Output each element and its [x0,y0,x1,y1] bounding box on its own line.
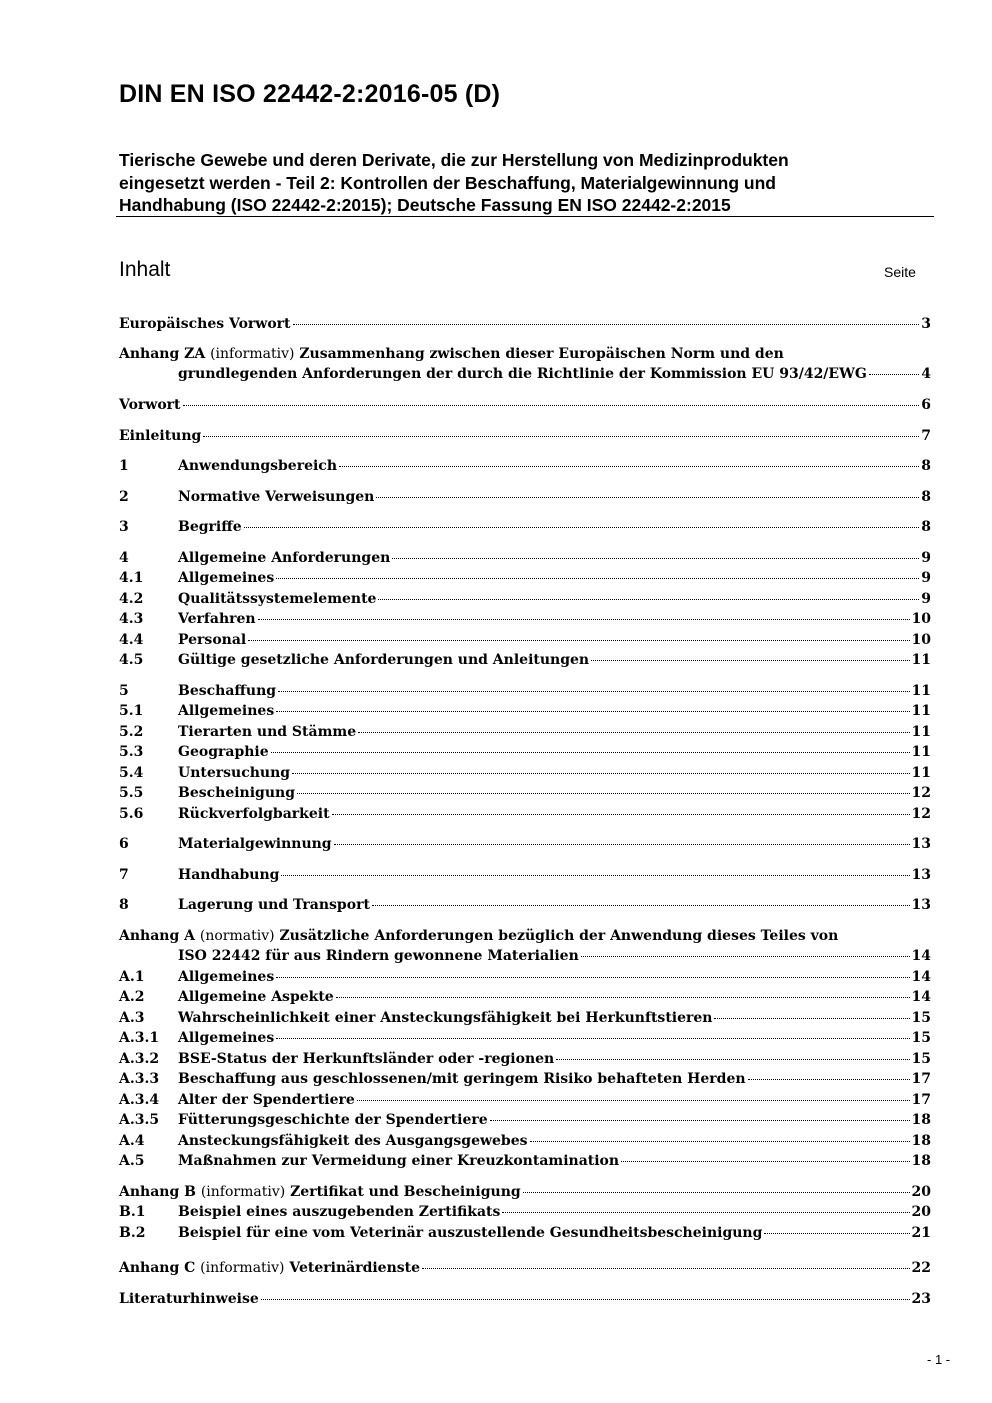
toc-entry-page: 17 [911,1071,931,1087]
toc-entry-number: A.3.3 [119,1071,160,1087]
toc-entry-number: 1 [119,458,129,474]
toc-entry-page: 11 [911,652,931,668]
toc-entry-title: Beispiel eines auszugebenden Zertifikats [178,1204,501,1220]
toc-entry[interactable] [119,834,931,854]
toc-entry-number: A.3.5 [119,1112,160,1128]
toc-entry[interactable] [119,1028,931,1048]
annex-type: (normativ) [199,928,275,944]
dot-leader [714,1018,909,1019]
toc-entry-title: Europäisches Vorwort [119,316,291,332]
toc-page-column-label: Seite [884,264,916,280]
dot-leader [276,977,909,978]
toc-entry-title: Untersuchung [178,765,291,781]
toc-entry[interactable] [119,946,931,966]
dot-leader [261,1299,910,1300]
toc-entry-title: Wahrscheinlichkeit einer Ansteckungsfähigkeit bei Herkunftstieren [178,1010,713,1026]
toc-entry[interactable] [119,1182,931,1202]
toc-entry[interactable] [119,742,931,762]
dot-leader [502,1212,909,1213]
toc-entry-number: 4.5 [119,652,144,668]
toc-entry[interactable] [119,548,931,568]
toc-entry-page: 10 [911,611,931,627]
toc-entry[interactable] [119,865,931,885]
toc-entry-title: Alter der Spendertiere [178,1092,355,1108]
toc-entry-number: 5.4 [119,765,144,781]
toc-entry-page: 18 [911,1133,931,1149]
dot-leader [258,619,910,620]
toc-entry-number: 5.6 [119,806,144,822]
toc-entry-title: Vorwort [119,397,181,413]
toc-entry-number: 5.2 [119,724,144,740]
annex-title: Zusammenhang zwischen dieser Europäischen Norm und den [299,346,784,362]
toc-entry-page: 9 [921,550,931,566]
toc-entry-title: grundlegenden Anforderungen der durch die Richtlinie der Kommission EU 93/42/EWG [178,366,867,382]
toc-entry-number: A.1 [119,969,145,985]
dot-leader [334,844,910,845]
toc-entry[interactable] [119,895,931,915]
dot-leader [530,1141,910,1142]
toc-entry-page: 14 [911,969,931,985]
page-number: - 1 - [927,1352,951,1367]
toc-entry-title: Materialgewinnung [178,836,332,852]
toc-entry-number: 3 [119,519,129,535]
toc-entry-number: 4.1 [119,570,144,586]
dot-leader [297,793,910,794]
dot-leader [748,1079,910,1080]
toc-entry[interactable] [119,1202,931,1222]
dot-leader [392,558,919,559]
toc-entry-title: ISO 22442 für aus Rindern gewonnene Materialien [178,948,579,964]
toc-entry-page: 22 [911,1260,931,1276]
toc-entry-number: A.4 [119,1133,145,1149]
toc-entry-page: 11 [911,765,931,781]
toc-entry-number: A.3.2 [119,1051,160,1067]
toc-entry-page: 8 [921,458,931,474]
toc-entry-page: 8 [921,519,931,535]
toc-entry[interactable] [119,1289,931,1309]
dot-leader [376,497,919,498]
toc-heading: Inhalt [119,258,171,281]
toc-entry[interactable] [119,314,931,334]
toc-entry[interactable] [119,426,931,446]
dot-leader [523,1192,910,1193]
toc-entry-title: Maßnahmen zur Vermeidung einer Kreuzkontamination [178,1153,620,1169]
dot-leader [581,956,910,957]
dot-leader [248,640,909,641]
toc-entry-page: 14 [911,989,931,1005]
toc-entry-page: 14 [911,948,931,964]
toc-entry-title: Fütterungsgeschichte der Spendertiere [178,1112,488,1128]
dot-leader [764,1233,909,1234]
toc-entry-page: 12 [911,806,931,822]
toc-entry-number: A.3.4 [119,1092,160,1108]
toc-entry-number: 5 [119,683,129,699]
toc-entry-title: Anhang B (informativ) Zertifikat und Bescheinigung [119,1184,521,1200]
toc-entry-title: Qualitätssystemelemente [178,591,377,607]
toc-entry-page: 21 [911,1225,931,1241]
toc-entry-title: Anwendungsbereich [178,458,337,474]
toc-entry-page: 11 [911,724,931,740]
toc-entry-title: Lagerung und Transport [178,897,370,913]
toc-entry-number: 5.1 [119,703,144,719]
toc-entry-title: Begriffe [178,519,242,535]
toc-entry[interactable] [119,487,931,507]
subtitle-line: Tierische Gewebe und deren Derivate, die zur Herstellung von Medizinprodukten [119,150,789,170]
toc-entry[interactable] [119,701,931,721]
toc-entry-page: 17 [911,1092,931,1108]
toc-entry-title: Bescheinigung [178,785,295,801]
toc-entry[interactable] [119,1008,931,1028]
toc-entry-number: 2 [119,489,129,505]
toc-entry-page: 3 [921,316,931,332]
dot-leader [278,691,909,692]
toc-entry[interactable] [119,364,931,384]
dot-leader [621,1161,909,1162]
toc-entry-title: Rückverfolgbarkeit [178,806,330,822]
toc-entry[interactable] [119,1090,931,1110]
toc-entry[interactable] [119,681,931,701]
toc-entry-number: A.5 [119,1153,145,1169]
toc-entry-number: B.2 [119,1225,146,1241]
dot-leader [378,599,919,600]
toc-entry-page: 15 [911,1030,931,1046]
toc-entry-page: 13 [911,867,931,883]
toc-entry-page: 13 [911,897,931,913]
dot-leader [281,875,909,876]
toc-entry-title: Tierarten und Stämme [178,724,357,740]
toc-entry-page: 6 [921,397,931,413]
annex-label: Anhang ZA [119,346,206,362]
dot-leader [332,814,910,815]
toc-entry-number: A.2 [119,989,145,1005]
toc-entry-page: 9 [921,570,931,586]
document-subtitle [119,149,919,217]
toc-entry-number: A.3 [119,1010,145,1026]
toc-entry-title: Allgemeine Aspekte [178,989,334,1005]
toc-entry-title: Allgemeines [178,570,275,586]
toc-entry[interactable] [119,589,931,609]
toc-entry-number: 8 [119,897,129,913]
toc-entry-page: 20 [911,1204,931,1220]
dot-leader [183,405,920,406]
toc-entry-title: Allgemeine Anforderungen [178,550,391,566]
toc-entry-number: 7 [119,867,129,883]
toc-entry-title: Allgemeines [178,969,275,985]
annex-label: Anhang A [119,928,195,944]
toc-entry-title: Normative Verweisungen [178,489,375,505]
toc-entry[interactable] [119,1258,931,1278]
toc-entry-page: 12 [911,785,931,801]
toc-entry[interactable] [119,517,931,537]
subtitle-line: eingesetzt werden - Teil 2: Kontrollen der Beschaffung, Materialgewinnung und [119,172,776,193]
toc-entry-title: Personal [178,632,247,648]
toc-entry-title: Literaturhinweise [119,1291,259,1307]
toc-entry-title: Gültige gesetzliche Anforderungen und Anleitungen [178,652,590,668]
toc-entry-page: 23 [911,1291,931,1307]
dot-leader [358,732,909,733]
toc-entry[interactable] [119,630,931,650]
toc-entry-number: B.1 [119,1204,146,1220]
toc-entry-title: Einleitung [119,428,202,444]
toc-entry-page: 10 [911,632,931,648]
toc-entry[interactable] [119,1049,931,1069]
toc-entry-number: 4.4 [119,632,144,648]
dot-leader [357,1100,910,1101]
dot-leader [490,1120,910,1121]
toc-annex-za-heading[interactable] [119,344,931,364]
toc-entry[interactable] [119,650,931,670]
toc-entry-title: Beschaffung aus geschlossenen/mit geringem Risiko behafteten Herden [178,1071,746,1087]
toc-entry-number: A.3.1 [119,1030,160,1046]
title-divider [116,216,934,217]
toc-entry[interactable] [119,1151,931,1171]
toc-annex-a-heading[interactable] [119,926,931,946]
dot-leader [276,578,919,579]
dot-leader [422,1268,909,1269]
toc-entry[interactable] [119,456,931,476]
toc-entry-page: 11 [911,703,931,719]
toc-entry[interactable] [119,1131,931,1151]
dot-leader [869,374,919,375]
toc-entry-page: 13 [911,836,931,852]
dot-leader [244,527,920,528]
dot-leader [336,997,910,998]
toc-entry-title: BSE-Status der Herkunftsländer oder -regionen [178,1051,555,1067]
dot-leader [372,905,910,906]
toc-entry-number: 5.5 [119,785,144,801]
toc-entry-title: Allgemeines [178,703,275,719]
dot-leader [339,466,919,467]
toc-entry-title: Geographie [178,744,269,760]
toc-entry-title: Beispiel für eine vom Veterinär auszustellende Gesundheitsbescheinigung [178,1225,763,1241]
toc-entry-title: Ansteckungsfähigkeit des Ausgangsgewebes [178,1133,528,1149]
toc-entry-number: 4 [119,550,129,566]
document-title: DIN EN ISO 22442-2:2016-05 (D) [119,80,501,108]
dot-leader [293,324,920,325]
dot-leader [203,436,919,437]
dot-leader [556,1059,909,1060]
toc-entry-title: Beschaffung [178,683,277,699]
toc-entry-page: 11 [911,744,931,760]
toc-entry[interactable] [119,763,931,783]
dot-leader [591,660,909,661]
dot-leader [271,752,910,753]
toc-entry[interactable] [119,568,931,588]
toc-entry-number: 4.3 [119,611,144,627]
toc-entry-page: 15 [911,1010,931,1026]
toc-entry[interactable] [119,722,931,742]
annex-type: (informativ) [210,346,295,362]
toc-entry[interactable] [119,1069,931,1089]
toc-entry-title: Allgemeines [178,1030,275,1046]
toc-entry-title: Handhabung [178,867,280,883]
toc-entry-page: 4 [921,366,931,382]
dot-leader [276,1038,909,1039]
toc-entry-page: 15 [911,1051,931,1067]
toc-entry-number: 5.3 [119,744,144,760]
toc-entry[interactable] [119,609,931,629]
toc-entry[interactable] [119,967,931,987]
toc-entry[interactable] [119,1223,931,1243]
toc-entry[interactable] [119,804,931,824]
dot-leader [292,773,909,774]
toc-entry-page: 9 [921,591,931,607]
toc-entry-page: 18 [911,1153,931,1169]
dot-leader [276,711,909,712]
toc-entry[interactable] [119,987,931,1007]
toc-entry[interactable] [119,783,931,803]
annex-title: Zusätzliche Anforderungen bezüglich der Anwendung dieses Teiles von [279,928,839,944]
toc-entry[interactable] [119,1110,931,1130]
toc-entry-page: 11 [911,683,931,699]
toc-entry[interactable] [119,395,931,415]
toc-entry-page: 8 [921,489,931,505]
toc-entry-page: 20 [911,1184,931,1200]
subtitle-line: Handhabung (ISO 22442-2:2015); Deutsche Fassung EN ISO 22442-2:2015 [119,195,731,215]
toc-entry-page: 18 [911,1112,931,1128]
toc-entry-number: 6 [119,836,129,852]
toc-entry-title: Verfahren [178,611,256,627]
toc-entry-title: Anhang C (informativ) Veterinärdienste [119,1260,421,1276]
toc-entry-page: 7 [921,428,931,444]
toc-entry-number: 4.2 [119,591,144,607]
